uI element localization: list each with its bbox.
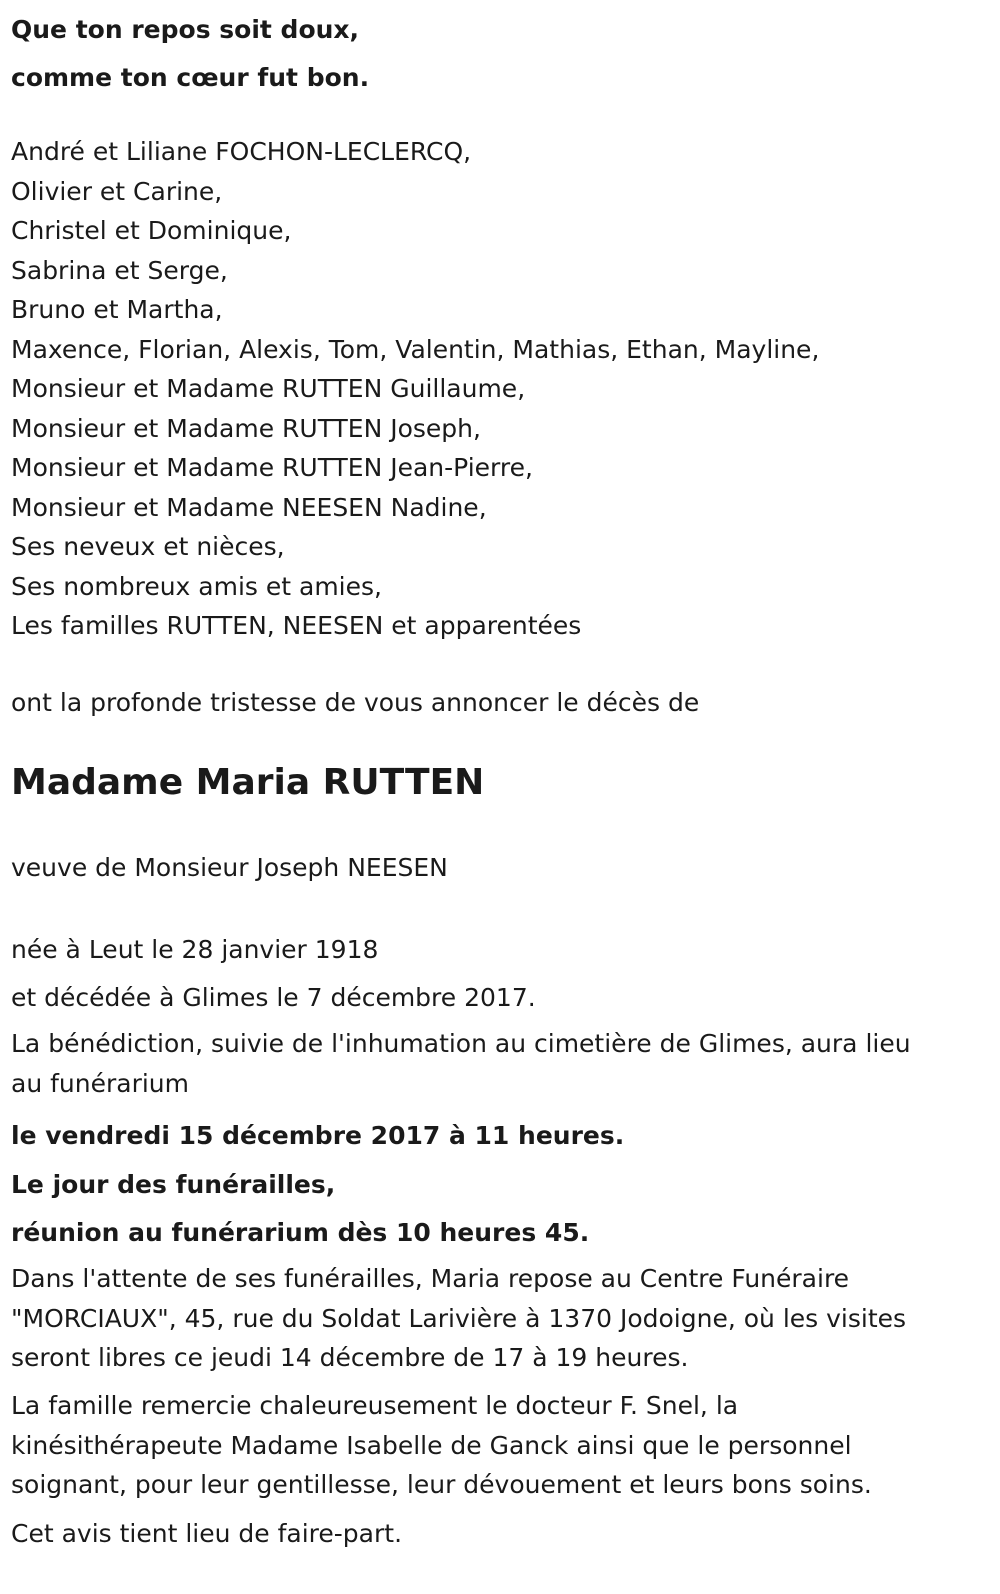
ceremony-paragraph [11, 1024, 961, 1103]
funeral-schedule [11, 1112, 624, 1258]
visits-line: seront libres ce jeudi 14 décembre de 17 à 19 heures. [11, 1343, 689, 1372]
family-list [11, 132, 819, 646]
family-member-line: Ses neveux et nièces, [11, 532, 285, 561]
family-member-line: Monsieur et Madame RUTTEN Jean-Pierre, [11, 453, 533, 482]
widow-of-text: veuve de Monsieur Joseph NEESEN [11, 853, 448, 882]
visits-line: Dans l'attente de ses funérailles, Maria repose au Centre Funéraire [11, 1264, 850, 1293]
ceremony-line: La bénédiction, suivie de l'inhumation au cimetière de Glimes, aura lieu [11, 1029, 911, 1058]
thanks-line: kinésithérapeute Madame Isabelle de Ganck ainsi que le personnel [11, 1430, 852, 1460]
family-member-line: Monsieur et Madame RUTTEN Joseph, [11, 413, 481, 443]
family-member-line: Ses nombreux amis et amies, [11, 571, 382, 601]
thanks-paragraph [11, 1386, 961, 1505]
family-member-line: Christel et Dominique, [11, 216, 292, 245]
family-member-line: Olivier et Carine, [11, 176, 223, 206]
visits-paragraph [11, 1259, 961, 1378]
funeral-day-label: Le jour des funérailles, [11, 1169, 336, 1199]
closing-note: Cet avis tient lieu de faire-part. [11, 1519, 403, 1548]
thanks-line: La famille remercie chaleureusement le docteur F. Snel, la [11, 1391, 739, 1420]
visits-line: "MORCIAUX", 45, rue du Soldat Larivière à 1370 Jodoigne, où les visites [11, 1303, 907, 1333]
epigraph [11, 6, 369, 102]
gathering-time: réunion au funérarium dès 10 heures 45. [11, 1218, 590, 1247]
family-member-line: Monsieur et Madame RUTTEN Guillaume, [11, 374, 526, 403]
family-member-line: Maxence, Florian, Alexis, Tom, Valentin, Mathias, Ethan, Mayline, [11, 334, 820, 364]
death-text: et décédée à Glimes le 7 décembre 2017. [11, 983, 536, 1012]
deceased-name: Madame Maria RUTTEN [11, 762, 485, 803]
birth-text: née à Leut le 28 janvier 1918 [11, 935, 379, 964]
family-member-line: Bruno et Martha, [11, 295, 223, 324]
family-member-line: André et Liliane FOCHON-LECLERCQ, [11, 137, 472, 166]
announcement-text: ont la profonde tristesse de vous annoncer le décès de [11, 688, 700, 717]
ceremony-line: au funérarium [11, 1068, 190, 1098]
epigraph-line: Que ton repos soit doux, [11, 15, 360, 44]
thanks-line: soignant, pour leur gentillesse, leur dévouement et leurs bons soins. [11, 1470, 872, 1499]
family-member-line: Monsieur et Madame NEESEN Nadine, [11, 492, 487, 522]
family-member-line: Sabrina et Serge, [11, 255, 228, 285]
funeral-date-time: le vendredi 15 décembre 2017 à 11 heures. [11, 1121, 625, 1150]
epigraph-line: comme ton cœur fut bon. [11, 63, 370, 92]
birth-death-dates [11, 926, 536, 1022]
family-member-line: Les familles RUTTEN, NEESEN et apparentées [11, 611, 582, 640]
